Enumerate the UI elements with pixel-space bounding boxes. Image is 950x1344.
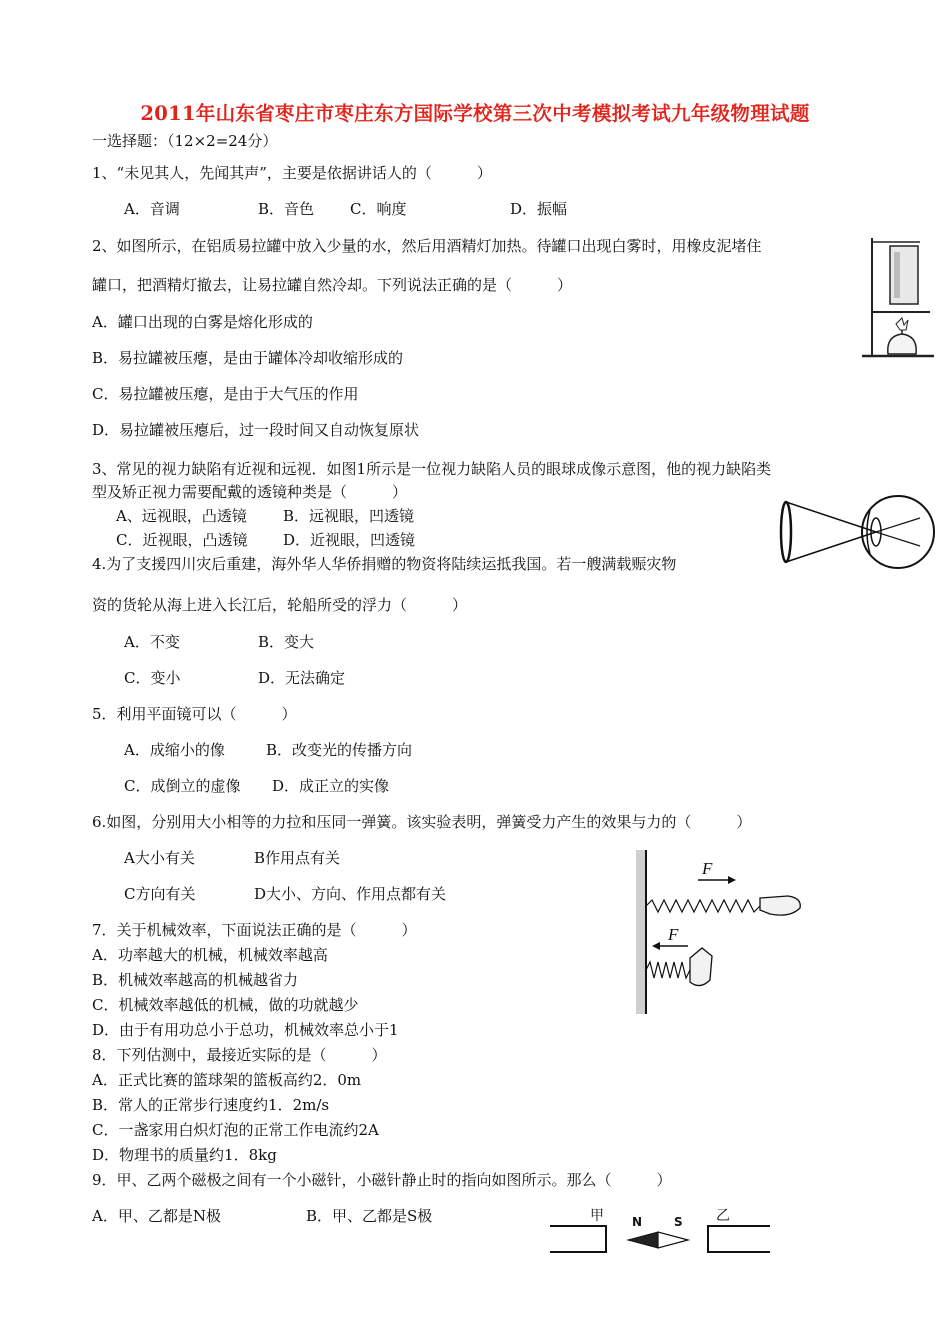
magnet-needle-figure (544, 1202, 780, 1262)
q8-option-a: A．正式比赛的篮球架的篮板高约2．0m (92, 1071, 362, 1089)
q3-stem-line1: 3、常见的视力缺陷有近视和远视．如图1所示是一位视力缺陷人员的眼球成像示意图，他的视力缺陷类 (92, 460, 772, 478)
spring-force-figure (630, 848, 810, 1016)
q3-option-a: A、远视眼，凸透镜 (116, 507, 247, 525)
q8-option-d: D．物理书的质量约1．8kg (92, 1146, 277, 1164)
q2-stem-line2: 罐口，把酒精灯撤去，让易拉罐自然冷却。下列说法正确的是（ ） (92, 276, 573, 294)
q3-option-c: C．近视眼，凸透镜 (116, 531, 248, 549)
magnet-label-left: 甲 (590, 1208, 604, 1224)
q2-stem-line1: 2、如图所示，在铝质易拉罐中放入少量的水，然后用酒精灯加热。待罐口出现白雾时，用橡皮泥堵住 (92, 237, 762, 255)
eye-diagram-figure (772, 488, 942, 588)
q2-option-d: D．易拉罐被压瘪后，过一段时间又自动恢复原状 (92, 421, 420, 439)
q8-option-c: C．一盏家用白炽灯泡的正常工作电流约2A (92, 1121, 379, 1139)
q5-option-c: C．成倒立的虚像 (124, 777, 241, 795)
q6-option-b: B作用点有关 (254, 849, 341, 867)
q5-option-b: B．改变光的传播方向 (266, 741, 413, 759)
q5-option-a: A．成缩小的像 (124, 741, 225, 759)
q5-option-d: D．成正立的实像 (272, 777, 390, 795)
q1-option-b: B．音色 (258, 200, 315, 218)
q4-stem-line1: 4.为了支援四川灾后重建，海外华人华侨捐赠的物资将陆续运抵我国。若一艘满载赈灾物 (92, 555, 677, 573)
q7-option-d: D．由于有用功总小于总功，机械效率总小于1 (92, 1021, 399, 1039)
magnet-label-right: 乙 (716, 1208, 730, 1224)
q8-stem: 8．下列估测中，最接近实际的是（ ） (92, 1046, 387, 1064)
q4-option-c: C．变小 (124, 669, 181, 687)
exam-title: 2011年山东省枣庄市枣庄东方国际学校第三次中考模拟考试九年级物理试题 (140, 102, 810, 125)
q8-option-b: B．常人的正常步行速度约1．2m/s (92, 1096, 330, 1114)
needle-n-label: N (632, 1215, 643, 1229)
q1-option-c: C．响度 (350, 200, 407, 218)
q4-option-b: B．变大 (258, 633, 315, 651)
q7-stem: 7．关于机械效率，下面说法正确的是（ ） (92, 921, 417, 939)
spring-force-label-push: F (668, 925, 679, 944)
can-heating-figure (858, 232, 940, 362)
q1-option-d: D．振幅 (510, 200, 568, 218)
q3-stem-line2: 型及矫正视力需要配戴的透镜种类是（ ） (92, 483, 408, 501)
q9-stem: 9．甲、乙两个磁极之间有一个小磁针，小磁针静止时的指向如图所示。那么（ ） (92, 1171, 672, 1189)
needle-north-half (628, 1232, 658, 1248)
q3-option-d: D．近视眼，凹透镜 (283, 531, 416, 549)
needle-s-label: S (674, 1215, 683, 1229)
section-heading: 一选择题：（12×2=24分） (92, 132, 278, 150)
q2-option-a: A．罐口出现的白雾是熔化形成的 (92, 313, 313, 331)
q6-option-a: A大小有关 (124, 849, 195, 867)
q6-option-c: C方向有关 (124, 885, 196, 903)
q9-option-a: A．甲、乙都是N极 (92, 1207, 221, 1225)
q2-option-b: B．易拉罐被压瘪，是由于罐体冷却收缩形成的 (92, 349, 404, 367)
q6-stem: 6.如图，分别用大小相等的力拉和压同一弹簧。该实验表明，弹簧受力产生的效果与力的（ ） (92, 813, 752, 831)
q3-option-b: B．远视眼，凹透镜 (283, 507, 415, 525)
q4-option-a: A．不变 (124, 633, 180, 651)
q5-stem: 5．利用平面镜可以（ ） (92, 705, 297, 723)
spring-force-label-pull: F (702, 859, 713, 878)
q7-option-c: C．机械效率越低的机械，做的功就越少 (92, 996, 359, 1014)
q4-stem-line2: 资的货轮从海上进入长江后，轮船所受的浮力（ ） (92, 596, 468, 614)
q1-option-a: A．音调 (124, 200, 180, 218)
q6-option-d: D大小、方向、作用点都有关 (254, 885, 447, 903)
q2-option-c: C．易拉罐被压瘪，是由于大气压的作用 (92, 385, 359, 403)
needle-south-half (658, 1232, 688, 1248)
q7-option-a: A．功率越大的机械，机械效率越高 (92, 946, 328, 964)
q7-option-b: B．机械效率越高的机械越省力 (92, 971, 299, 989)
q9-option-b: B．甲、乙都是S极 (306, 1207, 433, 1225)
q1-stem: 1、“未见其人，先闻其声”，主要是依据讲话人的（ ） (92, 164, 492, 182)
q4-option-d: D．无法确定 (258, 669, 346, 687)
